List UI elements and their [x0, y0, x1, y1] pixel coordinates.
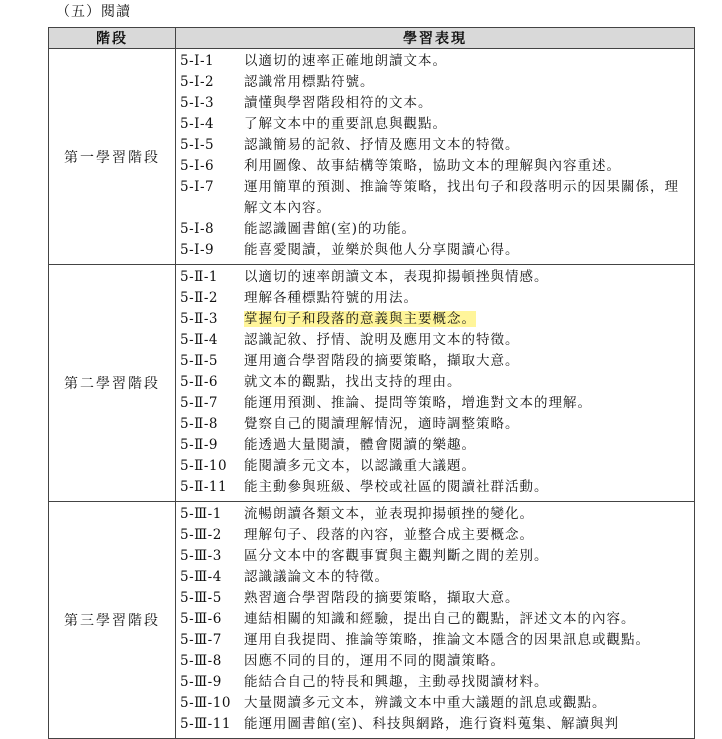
item-description: [244, 609, 694, 630]
item-code: 5-Ⅱ-3: [180, 311, 218, 327]
header-row: [49, 28, 695, 49]
item-text: 認識記敘、抒情、說明及應用文本的特徵。: [244, 332, 520, 348]
item-code: 5-Ⅲ-8: [180, 653, 222, 669]
item-code: 5-Ⅰ-7: [180, 179, 215, 195]
item-code: 5-Ⅱ-1: [180, 269, 218, 285]
section-title: （五）閱讀: [56, 4, 131, 20]
list-item: [180, 240, 694, 261]
list-item: [180, 114, 694, 135]
item-code: 5-Ⅰ-8: [180, 221, 215, 237]
list-item: [180, 135, 694, 156]
list-item: [180, 456, 694, 477]
item-description: [244, 630, 694, 651]
item-description: [244, 330, 694, 351]
list-item: [180, 72, 694, 93]
list-item: [180, 693, 694, 714]
item-code: 5-Ⅲ-1: [180, 506, 222, 522]
item-text: 能透過大量閱讀，體會閱讀的樂趣。: [244, 437, 476, 453]
item-text: 能運用圖書館(室)、科技與網路，進行資料蒐集、解讀與判: [244, 716, 620, 732]
stage-row: [49, 49, 695, 265]
item-text: 認識議論文本的特徵。: [244, 569, 389, 585]
item-code: 5-Ⅰ-2: [180, 74, 215, 90]
performance-list: [176, 502, 695, 739]
list-item: [180, 525, 694, 546]
stage-label: 第二學習階段: [49, 265, 176, 502]
list-item: [180, 51, 694, 72]
list-item: [180, 504, 694, 525]
item-description: [244, 156, 694, 177]
list-item: [180, 609, 694, 630]
item-code: 5-Ⅲ-9: [180, 674, 222, 690]
item-description: [244, 309, 694, 330]
item-text: 以適切的速率正確地朗讀文本。: [244, 53, 447, 69]
item-description: [244, 414, 694, 435]
item-code: 5-Ⅱ-2: [180, 290, 218, 306]
list-item: [180, 435, 694, 456]
item-code: 5-Ⅲ-4: [180, 569, 222, 585]
item-description: [244, 372, 694, 393]
item-description: [244, 567, 694, 588]
item-code: 5-Ⅲ-2: [180, 527, 222, 543]
item-description: [244, 393, 694, 414]
item-text: 能結合自己的特長和興趣，主動尋找閱讀材料。: [244, 674, 549, 690]
item-text: 讀懂與學習階段相符的文本。: [244, 95, 433, 111]
item-code: 5-Ⅱ-5: [180, 353, 218, 369]
item-text: 能主動參與班級、學校或社區的閱讀社群活動。: [244, 479, 549, 495]
item-description: [244, 351, 694, 372]
learning-performance-table: [48, 27, 695, 739]
list-item: [180, 714, 694, 735]
list-item: [180, 351, 694, 372]
list-item: [180, 567, 694, 588]
list-item: [180, 546, 694, 567]
item-description: [244, 456, 694, 477]
item-text: 掌握句子和段落的意義與主要概念。: [244, 311, 476, 327]
list-item: [180, 672, 694, 693]
item-code: 5-Ⅲ-6: [180, 611, 222, 627]
item-text: 區分文本中的客觀事實與主觀判斷之間的差別。: [244, 548, 549, 564]
item-text: 大量閱讀多元文本，辨識文本中重大議題的訊息或觀點。: [244, 695, 607, 711]
performance-list: [176, 49, 695, 265]
item-description: [244, 240, 694, 261]
item-code: 5-Ⅲ-7: [180, 632, 222, 648]
item-code: 5-Ⅰ-1: [180, 53, 215, 69]
item-text: 能閱讀多元文本，以認識重大議題。: [244, 458, 476, 474]
header-performance: 學習表現: [176, 28, 695, 49]
item-description: [244, 693, 694, 714]
header-stage: 階段: [49, 28, 176, 49]
list-item: [180, 93, 694, 114]
item-code: 5-Ⅲ-5: [180, 590, 222, 606]
item-code: 5-Ⅲ-10: [180, 695, 231, 711]
item-description: [244, 651, 694, 672]
item-code: 5-Ⅰ-5: [180, 137, 215, 153]
item-code: 5-Ⅱ-9: [180, 437, 218, 453]
item-code: 5-Ⅱ-8: [180, 416, 218, 432]
item-description: [244, 672, 694, 693]
item-text: 認識簡易的記敘、抒情及應用文本的特徵。: [244, 137, 520, 153]
list-item: [180, 477, 694, 498]
list-item: [180, 177, 694, 219]
item-code: 5-Ⅰ-3: [180, 95, 215, 111]
list-item: [180, 330, 694, 351]
item-text: 運用適合學習階段的摘要策略，擷取大意。: [244, 353, 520, 369]
list-item: [180, 414, 694, 435]
item-description: [244, 546, 694, 567]
list-item: [180, 630, 694, 651]
item-description: [244, 435, 694, 456]
list-item: [180, 219, 694, 240]
item-text: 以適切的速率朗讀文本，表現抑揚頓挫與情感。: [244, 269, 549, 285]
item-text: 運用自我提問、推論等策略，推論文本隱含的因果訊息或觀點。: [244, 632, 650, 648]
item-text: 理解句子、段落的內容，並整合成主要概念。: [244, 527, 534, 543]
list-item: [180, 156, 694, 177]
item-text: 能認識圖書館(室)的功能。: [244, 221, 417, 237]
item-description: [244, 477, 694, 498]
item-text: 流暢朗讀各類文本，並表現抑揚頓挫的變化。: [244, 506, 534, 522]
item-description: [244, 288, 694, 309]
item-text: 理解各種標點符號的用法。: [244, 290, 418, 306]
table-body: [49, 49, 695, 739]
item-code: 5-Ⅰ-6: [180, 158, 215, 174]
item-text: 運用簡單的預測、推論等策略，找出句子和段落明示的因果關係，理解文本內容。: [244, 179, 679, 216]
list-item: [180, 267, 694, 288]
item-text: 利用圖像、故事結構等策略，協助文本的理解與內容重述。: [244, 158, 621, 174]
item-code: 5-Ⅱ-10: [180, 458, 228, 474]
item-description: [244, 114, 694, 135]
stage-row: [49, 265, 695, 502]
item-description: [244, 93, 694, 114]
item-text: 因應不同的目的，運用不同的閱讀策略。: [244, 653, 505, 669]
item-code: 5-Ⅰ-4: [180, 116, 215, 132]
item-text: 熟習適合學習階段的摘要策略，擷取大意。: [244, 590, 520, 606]
stage-row: [49, 502, 695, 739]
item-description: [244, 588, 694, 609]
list-item: [180, 288, 694, 309]
item-description: [244, 135, 694, 156]
item-code: 5-Ⅱ-4: [180, 332, 218, 348]
item-text: 能運用預測、推論、提問等策略，增進對文本的理解。: [244, 395, 592, 411]
item-description: [244, 504, 694, 525]
item-description: [244, 267, 694, 288]
item-code: 5-Ⅲ-3: [180, 548, 222, 564]
stage-label: 第三學習階段: [49, 502, 176, 739]
item-text: 覺察自己的閱讀理解情況，適時調整策略。: [244, 416, 520, 432]
item-text: 就文本的觀點，找出支持的理由。: [244, 374, 462, 390]
item-description: [244, 525, 694, 546]
item-description: [244, 177, 694, 219]
item-code: 5-Ⅱ-11: [180, 479, 228, 495]
highlighted-list-item: [180, 309, 694, 330]
list-item: [180, 651, 694, 672]
item-text: 了解文本中的重要訊息與觀點。: [244, 116, 447, 132]
stage-label: 第一學習階段: [49, 49, 176, 265]
item-code: 5-Ⅱ-6: [180, 374, 218, 390]
item-text: 能喜愛閱讀，並樂於與他人分享閱讀心得。: [244, 242, 520, 258]
item-code: 5-Ⅲ-11: [180, 716, 231, 732]
item-description: [244, 714, 694, 735]
performance-list: [176, 265, 695, 502]
item-code: 5-Ⅰ-9: [180, 242, 215, 258]
list-item: [180, 393, 694, 414]
list-item: [180, 372, 694, 393]
item-description: [244, 72, 694, 93]
item-code: 5-Ⅱ-7: [180, 395, 218, 411]
item-text: 連結相關的知識和經驗，提出自己的觀點，評述文本的內容。: [244, 611, 636, 627]
item-description: [244, 51, 694, 72]
item-text: 認識常用標點符號。: [244, 74, 375, 90]
item-description: [244, 219, 694, 240]
list-item: [180, 588, 694, 609]
